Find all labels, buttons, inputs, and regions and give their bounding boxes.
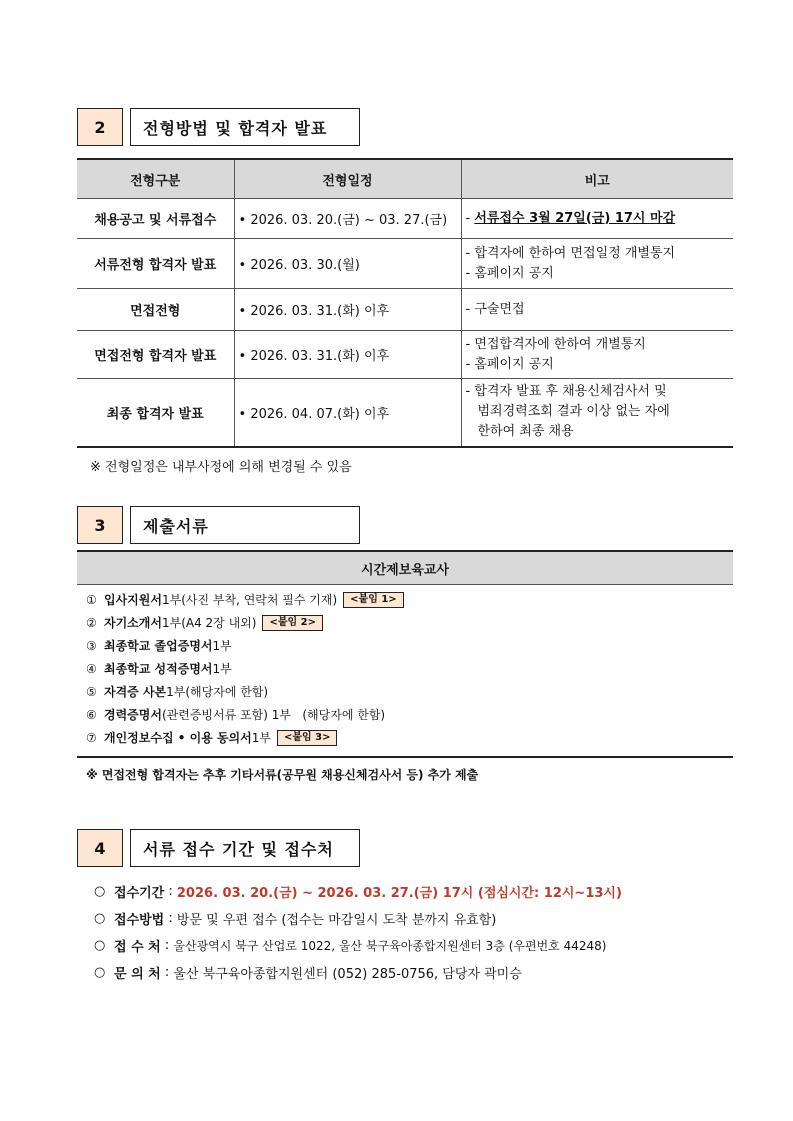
doc-name: 입사지원서 xyxy=(104,593,162,607)
list-item xyxy=(86,703,726,726)
circle-bullet-icon: ○ xyxy=(94,965,106,980)
date-cell xyxy=(234,289,461,331)
list-item xyxy=(94,905,754,932)
label-separator: : xyxy=(160,965,174,980)
doc-detail: 1부(A4 2장 내외) xyxy=(161,616,257,630)
item-label: 문 의 처 xyxy=(114,967,161,982)
attachment-tag: <붙임 1> xyxy=(343,592,404,608)
item-marker: ④ xyxy=(86,661,97,676)
date-text: • 2026. 03. 30.(월) xyxy=(239,258,360,273)
doc-detail: 1부 xyxy=(212,639,232,653)
item-label: 접수기간 xyxy=(114,886,165,901)
note-line: - 홈페이지 공지 xyxy=(466,264,730,284)
note-cell xyxy=(461,379,733,447)
note-line: 범죄경력조회 결과 이상 없는 자에 xyxy=(477,404,670,420)
item-value: 2026. 03. 20.(금) ~ 2026. 03. 27.(금) 17시 (점심시간: 12시~13시) xyxy=(176,886,622,901)
note-cell xyxy=(461,199,733,239)
table-row xyxy=(77,379,733,447)
table-row xyxy=(77,289,733,331)
schedule-footnote: ※ 전형일정은 내부사정에 의해 변경될 수 있음 xyxy=(90,460,352,475)
doc-detail: (관련증빙서류 포함) 1부 (해당자에 한함) xyxy=(161,708,386,722)
date-cell xyxy=(234,239,461,289)
section-title: 전형방법 및 합격자 발표 xyxy=(130,108,360,146)
date-text: • 2026. 03. 31.(화) 이후 xyxy=(239,304,390,319)
label-separator: : xyxy=(160,938,174,953)
doc-detail: 1부 xyxy=(251,731,271,745)
doc-name: 자기소개서 xyxy=(104,616,162,630)
doc-name: 최종학교 졸업증명서 xyxy=(104,639,213,653)
circle-bullet-icon: ○ xyxy=(94,884,106,899)
note-cell xyxy=(461,239,733,289)
item-marker: ⑤ xyxy=(86,684,97,699)
doc-detail: 1부 xyxy=(212,662,232,676)
doc-detail: 1부(해당자에 한함) xyxy=(166,685,269,699)
list-item xyxy=(86,680,726,703)
item-marker: ⑦ xyxy=(86,730,97,745)
date-text: • 2026. 03. 31.(화) 이후 xyxy=(239,349,390,364)
note-cell xyxy=(461,289,733,331)
item-value: 울산 북구육아종합지원센터 (052) 285-0756, 담당자 곽미승 xyxy=(173,967,522,982)
note-line: 한하여 최종 채용 xyxy=(477,424,574,440)
date-cell xyxy=(234,331,461,379)
date-cell xyxy=(234,379,461,447)
column-header: 전형구분 xyxy=(77,159,234,199)
item-marker: ① xyxy=(86,592,97,607)
documents-table-header: 시간제보육교사 xyxy=(77,550,733,585)
section-4-header xyxy=(77,829,360,867)
note-cell xyxy=(461,331,733,379)
section-number: 2 xyxy=(77,108,123,146)
item-label: 접 수 처 xyxy=(114,940,161,955)
doc-name: 최종학교 성적증명서 xyxy=(104,662,213,676)
schedule-table xyxy=(77,158,733,448)
note-line xyxy=(466,209,730,229)
item-value: 방문 및 우편 접수 (접수는 마감일시 도착 분까지 유효함) xyxy=(176,913,497,928)
item-marker: ② xyxy=(86,615,97,630)
section-3-header xyxy=(77,506,360,544)
section-title: 서류 접수 기간 및 접수처 xyxy=(130,829,360,867)
list-item xyxy=(94,959,754,986)
section-title: 제출서류 xyxy=(130,506,360,544)
stage-cell: 면접전형 xyxy=(77,289,234,331)
label-separator: : xyxy=(164,884,177,899)
doc-name: 개인정보수집 • 이용 동의서 xyxy=(104,731,252,745)
date-cell xyxy=(234,199,461,239)
table-row xyxy=(77,331,733,379)
reception-list xyxy=(94,878,754,986)
item-label: 접수방법 xyxy=(114,913,165,928)
attachment-tag: <붙임 2> xyxy=(262,615,323,631)
note-line: - 구술면접 xyxy=(466,300,730,320)
date-text: • 2026. 04. 07.(화) 이후 xyxy=(239,407,390,422)
section-number: 3 xyxy=(77,506,123,544)
table-row xyxy=(77,239,733,289)
table-header-row xyxy=(77,159,733,199)
note-line: - 홈페이지 공지 xyxy=(466,355,730,375)
item-marker: ⑥ xyxy=(86,707,97,722)
label-separator: : xyxy=(164,911,177,926)
stage-cell: 서류전형 합격자 발표 xyxy=(77,239,234,289)
note-line: - 합격자 발표 후 채용신체검사서 및 xyxy=(466,382,730,402)
list-item xyxy=(94,932,754,959)
section-2-header xyxy=(77,108,360,146)
divider xyxy=(77,756,733,758)
item-value: 울산광역시 북구 산업로 1022, 울산 북구육아종합지원센터 3층 (우편번호 44248) xyxy=(173,939,607,953)
doc-name: 자격증 사본 xyxy=(104,685,167,699)
stage-cell: 채용공고 및 서류접수 xyxy=(77,199,234,239)
doc-detail: 1부(사진 부착, 연락처 필수 기재) xyxy=(161,593,338,607)
note-line: - 합격자에 한하여 면접일정 개별통지 xyxy=(466,244,730,264)
stage-cell: 면접전형 합격자 발표 xyxy=(77,331,234,379)
table-row xyxy=(77,199,733,239)
list-item xyxy=(86,588,726,611)
list-item xyxy=(86,726,726,749)
item-marker: ③ xyxy=(86,638,97,653)
circle-bullet-icon: ○ xyxy=(94,938,106,953)
documents-footnote: ※ 면접전형 합격자는 추후 기타서류(공무원 채용신체검사서 등) 추가 제출 xyxy=(86,768,479,782)
list-item xyxy=(86,611,726,634)
note-line: - 면접합격자에 한하여 개별통지 xyxy=(466,335,730,355)
column-header: 비고 xyxy=(461,159,733,199)
date-text: • 2026. 03. 20.(금) ~ 03. 27.(금) xyxy=(239,213,448,228)
list-item xyxy=(86,634,726,657)
circle-bullet-icon: ○ xyxy=(94,911,106,926)
documents-list xyxy=(86,588,726,749)
list-item xyxy=(86,657,726,680)
doc-name: 경력증명서 xyxy=(104,708,162,722)
section-number: 4 xyxy=(77,829,123,867)
list-item xyxy=(94,878,754,905)
deadline-text: 서류접수 3월 27일(금) 17시 마감 xyxy=(474,210,676,226)
stage-cell: 최종 합격자 발표 xyxy=(77,379,234,447)
column-header: 전형일정 xyxy=(234,159,461,199)
attachment-tag: <붙임 3> xyxy=(277,730,338,746)
